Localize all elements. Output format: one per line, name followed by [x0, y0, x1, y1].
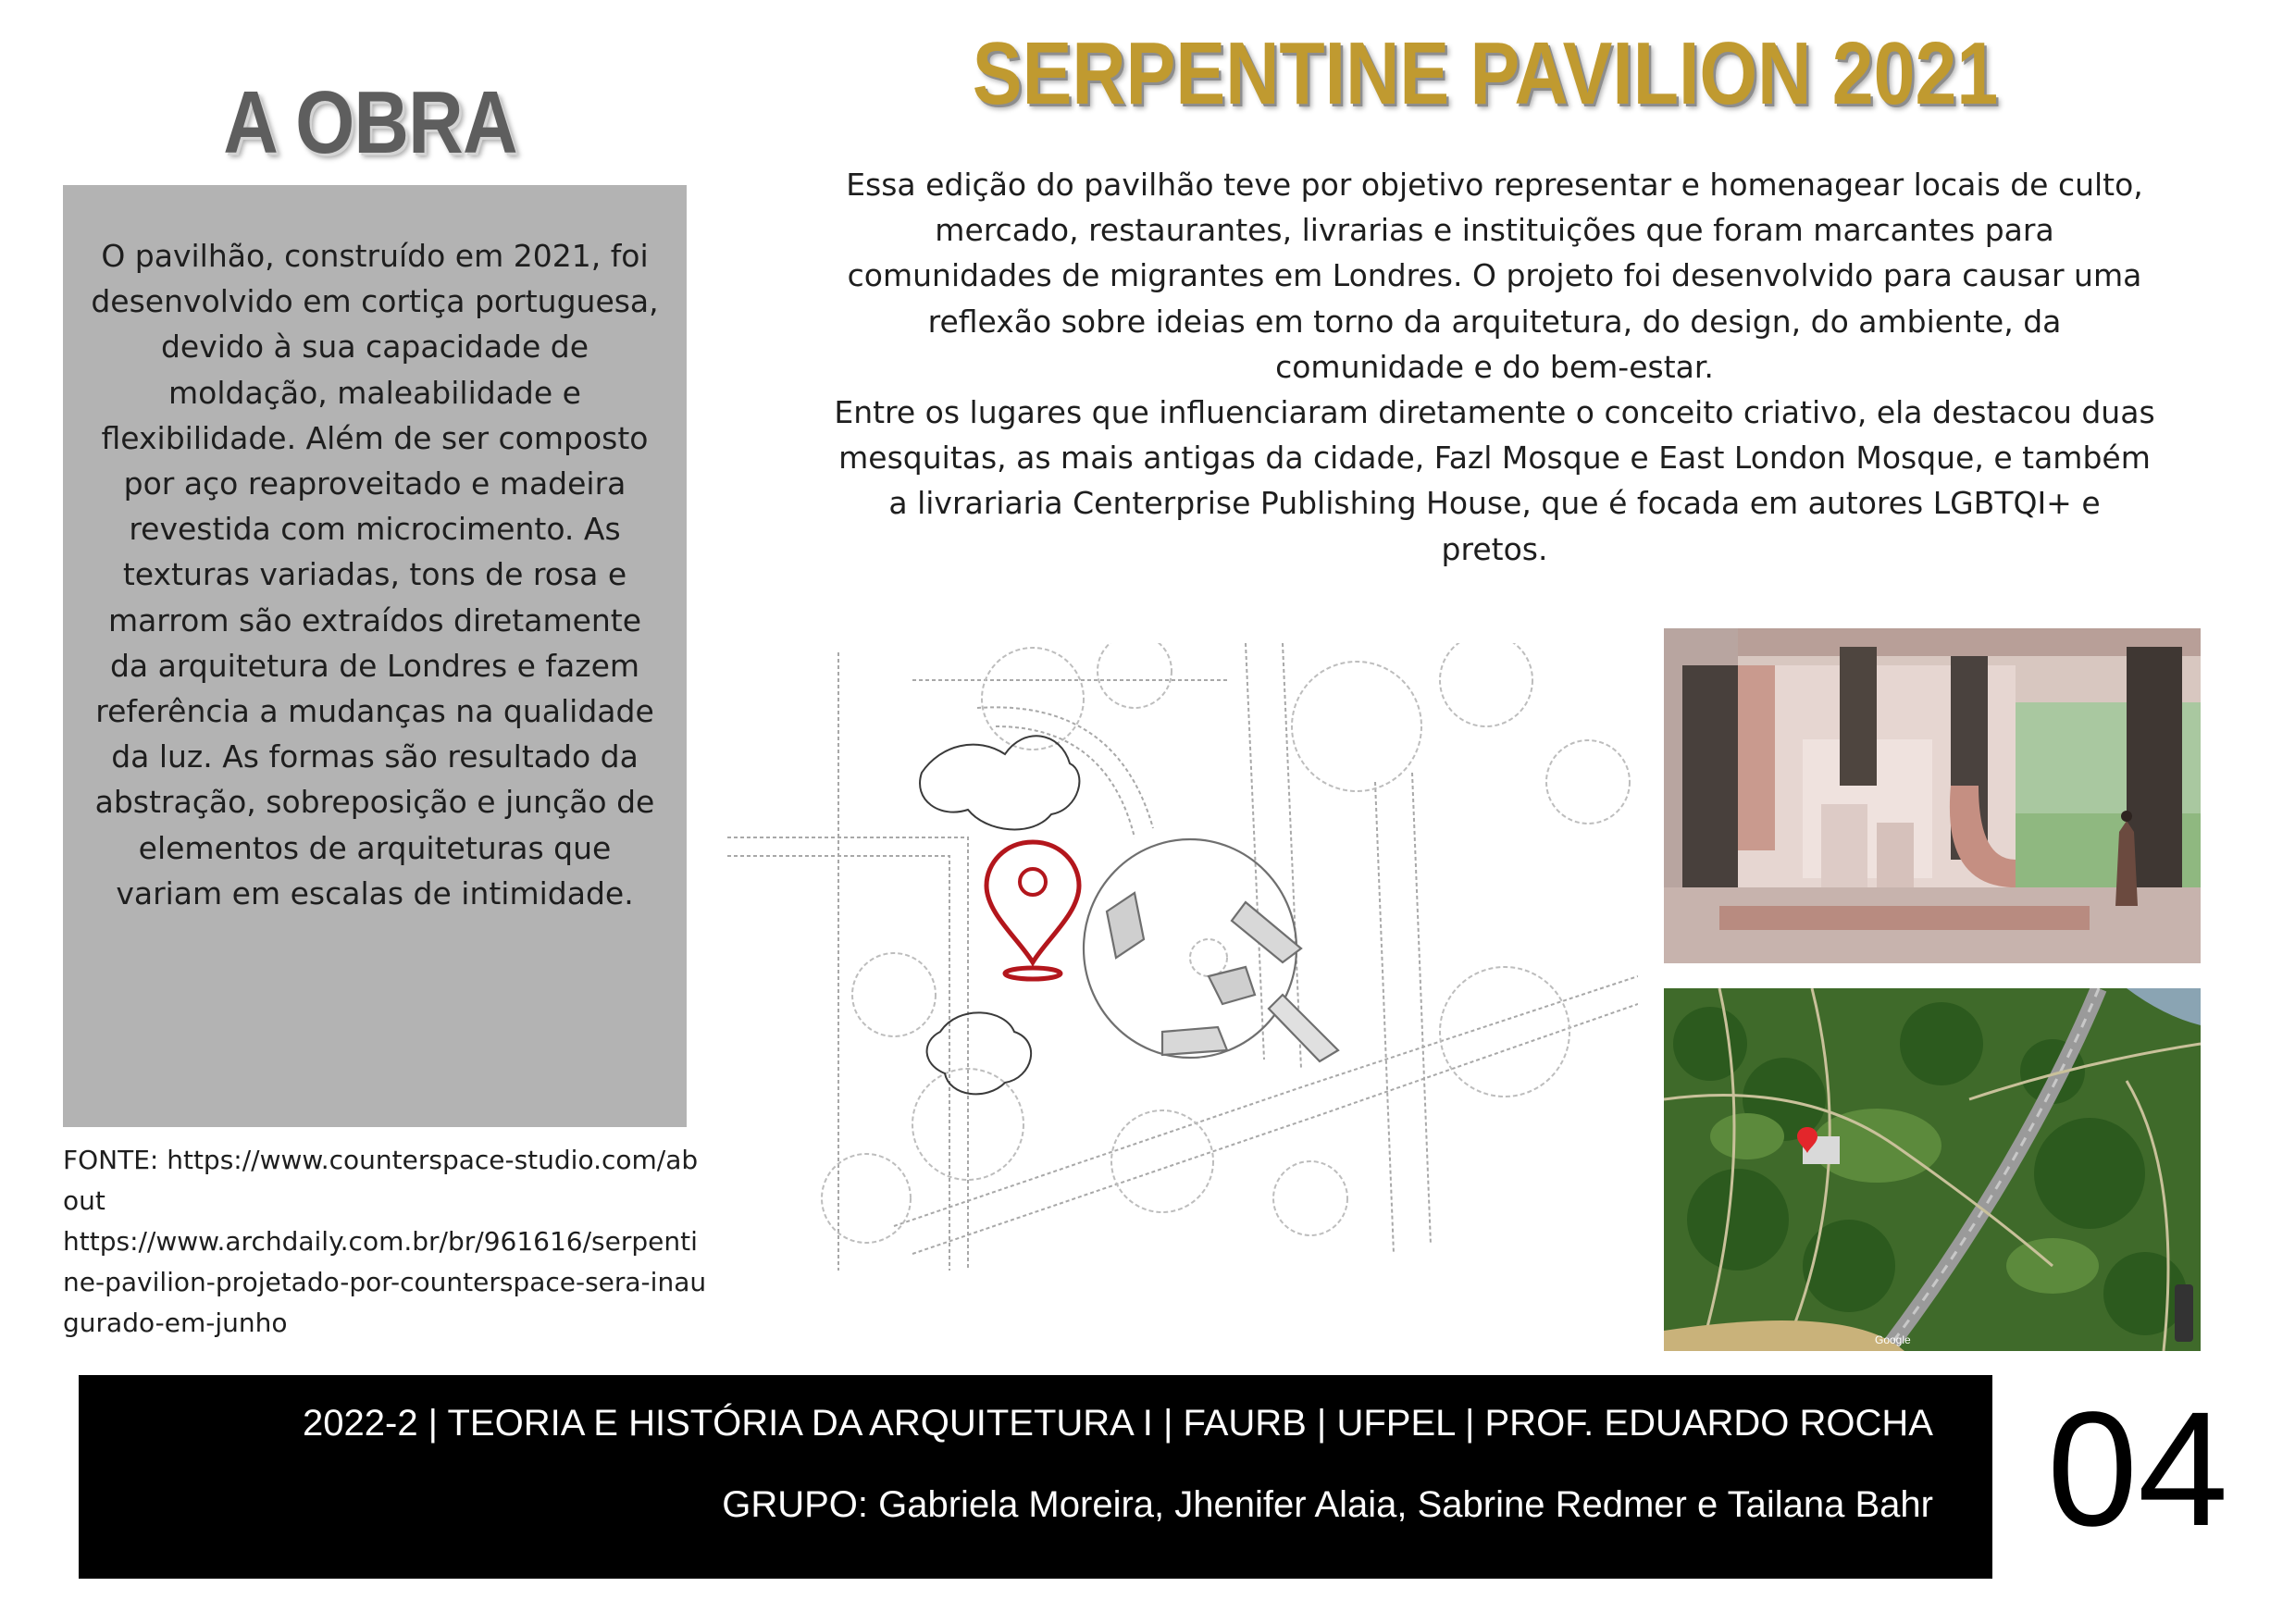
page-number: 04	[2047, 1379, 2228, 1560]
site-plan-svg	[727, 643, 1638, 1271]
sources-block	[63, 1140, 711, 1344]
plan-tree	[1440, 967, 1569, 1097]
pavilion-ramp	[1269, 995, 1338, 1061]
plan-path-line	[912, 1004, 1638, 1254]
plan-path-line	[1375, 782, 1394, 1254]
map-tree-cluster	[2034, 1118, 2145, 1229]
plan-tree	[1098, 643, 1172, 708]
pavilion-wall	[1162, 1027, 1227, 1055]
map-zoom-controls	[2175, 1284, 2193, 1342]
plan-tree	[1273, 1161, 1347, 1235]
site-plan-drawing	[727, 643, 1638, 1271]
footer-bar	[79, 1375, 1992, 1579]
plan-tree	[852, 953, 936, 1036]
description-text: O pavilhão, construído em 2021, foi desenvolvido em cortiça portuguesa, devido à sua capacidade de moldação, maleabilidade e flexibilidade. Além de ser composto por aço reaproveitado e madeira revestida com microcimento. As texturas variadas, tons de rosa e marrom são extraídos diretamente da arquitetura de Londres e fazem referência a mudanças na qualidade da luz. As formas são resultado da abstração, sobreposição e junção de elementos de arquiteturas que variam em escalas de intimidade.	[91, 238, 659, 911]
map-lawn	[1710, 1113, 1784, 1159]
pavilion-photo-svg	[1664, 628, 2201, 963]
map-tree-cluster	[2103, 1252, 2187, 1335]
intro-paragraph-1: Essa edição do pavilhão teve por objetivo representar e homenagear locais de culto, mercado, restaurantes, livrarias e instituições que foram marcantes para comunidades de migrantes em Londres. O projeto foi desenvolvido para causar uma reflexão sobre ideias em torno da arquitetura, do design, do ambiente, da comunidade e do bem-estar.	[846, 167, 2143, 385]
pavilion-photo	[1664, 628, 2201, 963]
section-heading: A OBRA	[223, 73, 517, 172]
aerial-map-svg	[1664, 988, 2201, 1351]
plan-tree	[1440, 643, 1532, 726]
plan-tree	[1190, 939, 1227, 976]
intro-text-block	[833, 162, 2156, 572]
plan-building-outline	[727, 837, 968, 1271]
plan-tree	[982, 648, 1084, 750]
pavilion-wall	[1107, 893, 1144, 958]
aerial-map	[1664, 988, 2201, 1351]
plan-path-line	[894, 976, 1638, 1226]
map-logo: Google	[1875, 1333, 1911, 1346]
page-title: SERPENTINE PAVILION 2021	[972, 24, 1999, 123]
plan-tree-cluster	[927, 1012, 1032, 1094]
map-tree-cluster	[1687, 1169, 1789, 1271]
map-tree-cluster	[1900, 1002, 1983, 1085]
source-link-2: https://www.archdaily.com.br/br/961616/serpentine-pavilion-projetado-por-counterspace-sera-inaugurado-em-junho	[63, 1226, 707, 1338]
plan-path-line	[1412, 773, 1431, 1245]
intro-paragraph-2: Entre os lugares que influenciaram diretamente o conceito criativo, ela destacou duas mesquitas, as mais antigas da cidade, Fazl Mosque e East London Mosque, e também a livrariaria Centerprise Publishing House, que é focada em autores LGBTQI+ e pretos.	[834, 394, 2155, 567]
plan-tree	[822, 1154, 911, 1243]
plan-tree	[1111, 1110, 1213, 1212]
map-tree-cluster	[1673, 1007, 1747, 1081]
plan-tree	[1292, 662, 1421, 791]
plan-path-line	[977, 707, 1153, 828]
map-tree-cluster	[1803, 1220, 1895, 1312]
source-link-1: FONTE: https://www.counterspace-studio.com/about	[63, 1145, 699, 1216]
group-members: GRUPO: Gabriela Moreira, Jhenifer Alaia, Sabrine Redmer e Tailana Bahr	[722, 1484, 1933, 1525]
description-box	[63, 185, 687, 1127]
plan-tree-cluster	[920, 736, 1079, 829]
course-info: 2022-2 | TEORIA E HISTÓRIA DA ARQUITETURA I | FAURB | UFPEL | PROF. EDUARDO ROCHA	[303, 1403, 1933, 1444]
plan-tree	[1546, 740, 1630, 824]
pavilion-wall	[1209, 967, 1255, 1004]
location-pin-icon	[986, 842, 1079, 979]
